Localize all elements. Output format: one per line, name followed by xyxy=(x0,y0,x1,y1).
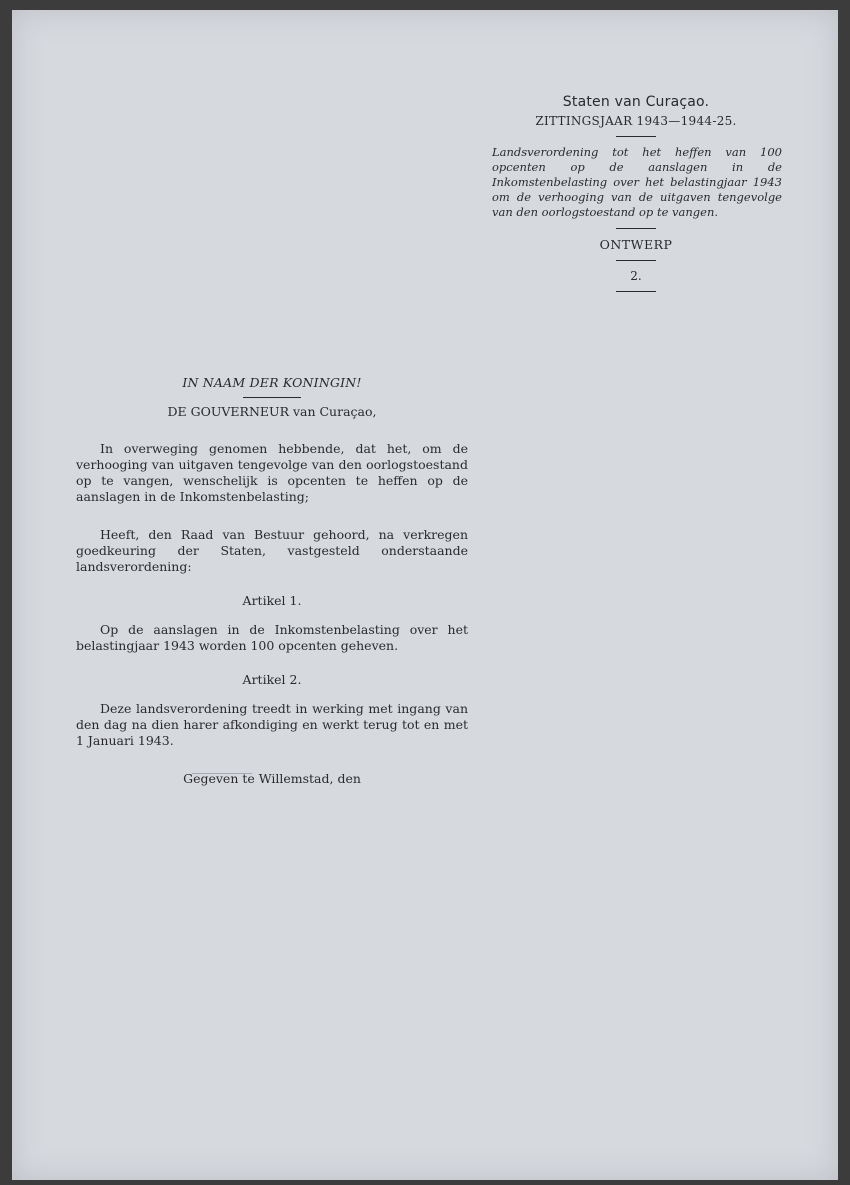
signature-line xyxy=(192,773,252,774)
governor-line: DE GOUVERNEUR van Curaçao, xyxy=(167,404,377,419)
divider xyxy=(616,291,656,292)
article-2-text: Deze landsverordening treedt in werking met ingang van den dag na dien harer afkondiging en werkt terug tot en met 1 Januari 1943. xyxy=(76,701,468,748)
divider xyxy=(616,228,656,229)
ordinance-subject: Landsverordening tot het heffen van 100 opcenten op de aanslagen in de Inkomstenbelasting over het belastingjaar 1943 om de verhooging van de uitgaven tengevolge van den oorlogstoestand op te vangen. xyxy=(492,145,782,219)
document-page xyxy=(12,10,838,1180)
document-title: Staten van Curaçao. xyxy=(562,94,710,110)
draft-number: 2. xyxy=(630,269,642,283)
invocation: IN NAAM DER KONINGIN! xyxy=(182,375,362,390)
article-2-title: Artikel 2. xyxy=(242,672,302,687)
divider xyxy=(616,260,656,261)
session-year: ZITTINGSJAAR 1943—1944-25. xyxy=(535,114,737,128)
ordinance-body xyxy=(76,375,468,786)
draft-label: ONTWERP xyxy=(599,237,673,252)
divider xyxy=(243,397,301,398)
article-1-title: Artikel 1. xyxy=(242,593,302,608)
considering-paragraph: In overweging genomen hebbende, dat het, om de verhooging van uitgaven tengevolge van den oorlogstoestand op te vangen, wenschelijk is opcenten te heffen op de aanslagen in de Inkomstenbelasting; xyxy=(76,441,468,504)
enacting-paragraph: Heeft, den Raad van Bestuur gehoord, na verkregen goedkeuring der Staten, vastgesteld onderstaande landsverordening: xyxy=(76,527,468,574)
article-1-text: Op de aanslagen in de Inkomstenbelasting over het belastingjaar 1943 worden 100 opcenten geheven. xyxy=(76,622,468,653)
divider xyxy=(616,136,656,137)
document-header xyxy=(490,94,782,300)
closing-line: Gegeven te Willemstad, den xyxy=(183,771,361,786)
